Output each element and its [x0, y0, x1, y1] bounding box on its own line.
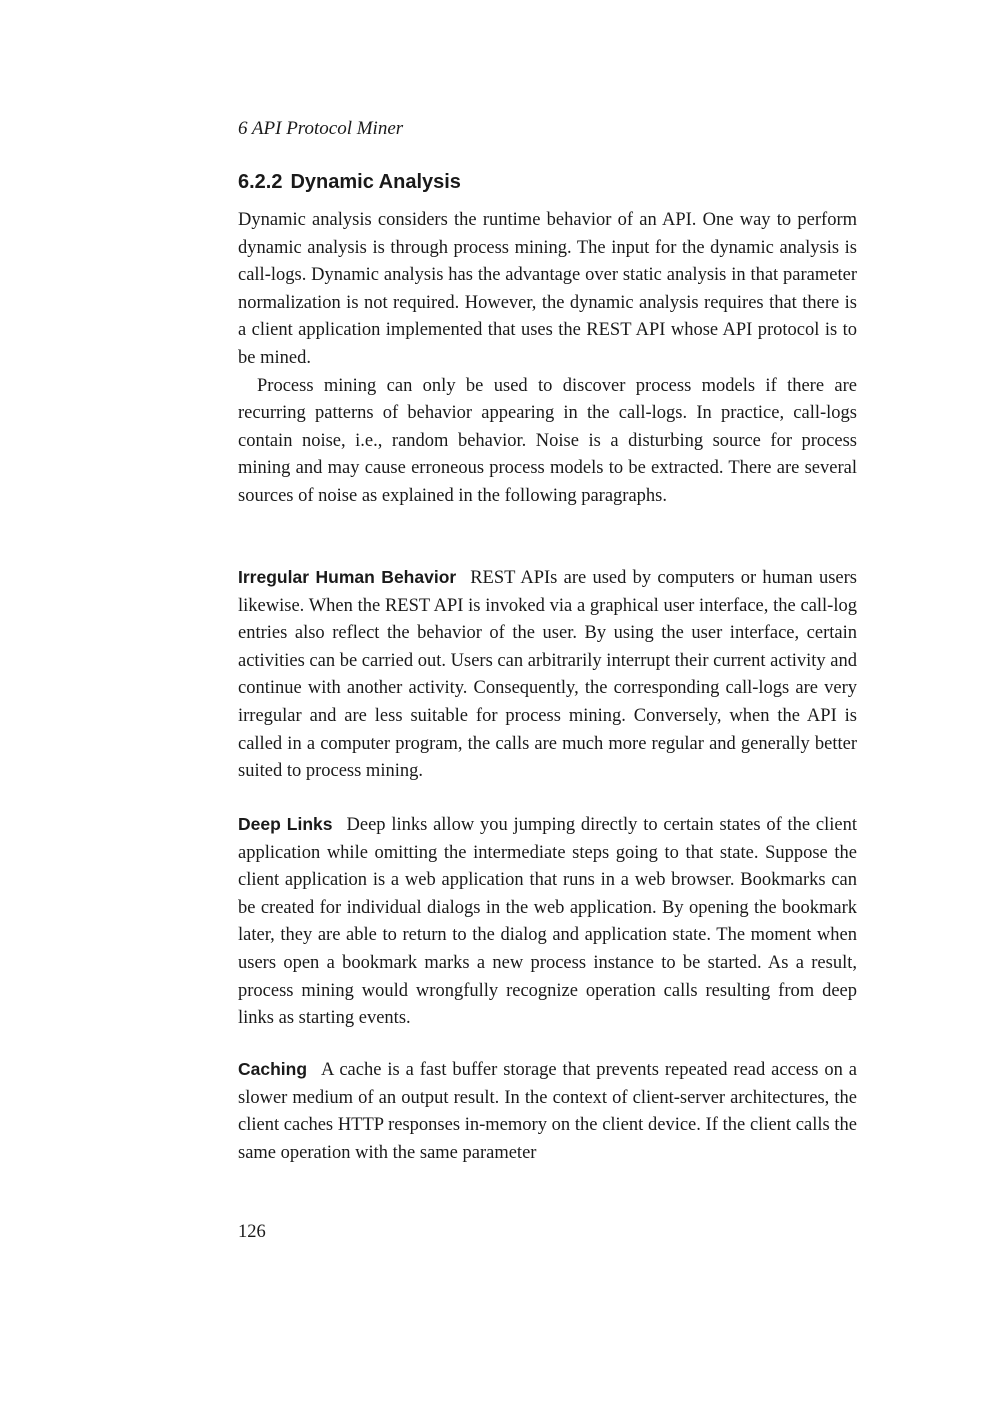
section-number: 6.2.2 [238, 171, 283, 193]
paragraph-body [238, 1056, 857, 1167]
intro-paragraph-1: Dynamic analysis considers the runtime behavior of an API. One way to perform dynamic analysis is through process mining. The input for the dynamic analysis is call-logs. Dynamic analysis has the advantage over static analysis in that parameter normalization is not required. However, the dynamic analysis requires that there is a client application implemented that uses the REST API whose API protocol is to be mined. [238, 210, 857, 368]
section-title [238, 168, 461, 196]
paragraph-body [238, 564, 857, 786]
paragraph-heading: Deep Links [238, 814, 333, 834]
intro-block [238, 207, 857, 511]
paragraph-deep-links [238, 811, 857, 1033]
paragraph-heading: Irregular Human Behavior [238, 567, 457, 587]
section-title-text: Dynamic Analysis [290, 171, 461, 193]
paragraph-text: A cache is a fast buffer storage that prevents repeated read access on a slower medium of an output result. In the context of client-server architectures, the client caches HTTP responses in-memory on the client device. If the client calls the same operation with the same parameter [238, 1060, 857, 1163]
paragraph-heading: Caching [238, 1059, 308, 1079]
intro-paragraph-2: Process mining can only be used to discover process models if there are recurring patterns of behavior appearing in the call-logs. In practice, call-logs contain noise, i.e., random behavior. Noise is a disturbing source for process mining and may cause erroneous process models to be extracted. There are several sources of noise as explained in the following paragraphs. [238, 375, 857, 506]
paragraph-caching [238, 1056, 857, 1167]
paragraph-irregular-human-behavior [238, 564, 857, 786]
paragraph-text: REST APIs are used by computers or human users likewise. When the REST API is invoked via a graphical user interface, the call-log entries also reflect the behavior of the user. By using the user interface, certain activities can be carried out. Users can arbitrarily interrupt their current activity and continue with another activity. Consequently, the corresponding call-logs are very irregular and are less suitable for process mining. Conversely, when the API is called in a computer program, the calls are much more regular and generally better suited to process mining. [238, 568, 857, 782]
paragraph-text: Deep links allow you jumping directly to certain states of the client application while omitting the intermediate steps going to that state. Suppose the client application is a web application that runs in a web browser. Bookmarks can be created for individual dialogs in the web application. By opening the bookmark later, they are able to return to the dialog and application state. The moment when users open a bookmark marks a new process instance to be started. As a result, process mining would wrongfully recognize operation calls resulting from deep links as starting events. [238, 815, 857, 1029]
running-header: 6 API Protocol Miner [238, 118, 404, 139]
page-number: 126 [238, 1222, 266, 1242]
paragraph-body [238, 811, 857, 1033]
